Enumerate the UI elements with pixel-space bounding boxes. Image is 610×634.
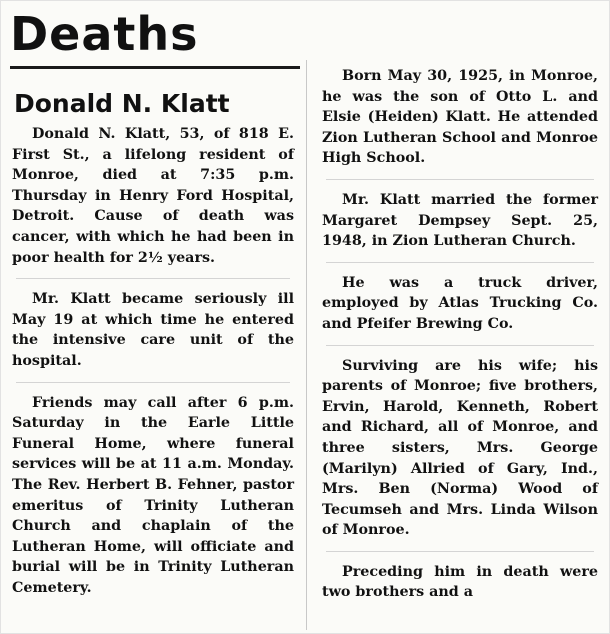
obituary-paragraph-survivors: Surviving are his wife; his parents of Monroe; five brothers, Ervin, Harold, Kenneth, Robert and Richard, all of Monroe, and three sisters, Mrs. George (Marilyn) Allried of Gary, Ind., Mrs. Ben (Norma) Wood of Tecumseh and Mrs. Linda Wilson of Monroe. (322, 357, 598, 539)
paragraph-separator (16, 382, 290, 383)
obituary-paragraph-services: Friends may call after 6 p.m. Saturday in the Earle Little Funeral Home, where funeral services will be at 11 a.m. Monday. The Rev. Herbert B. Fehner, pastor emeritus of Trinity Lutheran Church and chaplain of the Lutheran Home, will officiate and burial will be in Trinity Lutheran Cemetery. (12, 394, 294, 596)
paragraph-separator (326, 345, 594, 346)
paragraph-separator (16, 278, 290, 279)
section-title-rule (10, 66, 300, 69)
obituary-name-heading: Donald N. Klatt (14, 89, 230, 118)
column-gutter-rule (306, 60, 307, 630)
obituary-paragraph-birth: Born May 30, 1925, in Monroe, he was the son of Otto L. and Elsie (Heiden) Klatt. He attended Zion Lutheran School and Monroe High School. (322, 68, 598, 167)
left-column (12, 124, 294, 608)
paragraph-separator (326, 179, 594, 180)
obituary-paragraph-marriage: Mr. Klatt married the former Margaret Dempsey Sept. 25, 1948, in Zion Lutheran Church. (322, 191, 598, 250)
paragraph-separator (326, 262, 594, 263)
paragraph-separator (326, 551, 594, 552)
obituary-paragraph-employment: He was a truck driver, employed by Atlas Trucking Co. and Pfeifer Brewing Co. (322, 274, 598, 332)
obituary-paragraph-illness: Mr. Klatt became seriously ill May 19 at which time he entered the intensive care unit of the hospital. (12, 291, 294, 369)
right-column (322, 66, 598, 613)
section-title: Deaths (10, 7, 199, 61)
obituary-paragraph-preceded: Preceding him in death were two brothers and a (322, 563, 598, 601)
obituary-paragraph-death-notice: Donald N. Klatt, 53, of 818 E. First St., a lifelong resident of Monroe, died at 7:35 p.m. Thursday in Henry Ford Hospital, Detroit. Cause of death was cancer, with which he had been in poor health for 2½ years. (12, 126, 294, 266)
